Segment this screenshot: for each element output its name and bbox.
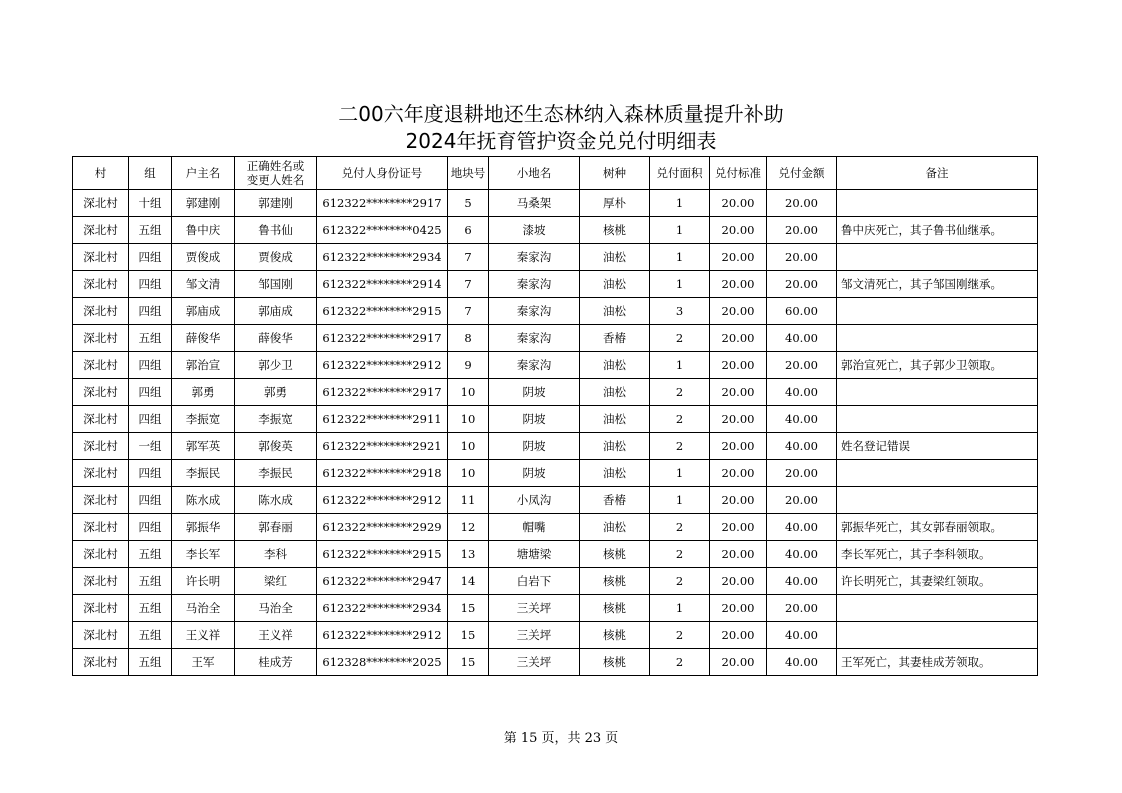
cell-standard: 20.00 — [710, 271, 767, 298]
cell-household-head: 李长军 — [172, 541, 235, 568]
cell-tree-species: 油松 — [580, 460, 650, 487]
cell-household-head: 鲁中庆 — [172, 217, 235, 244]
cell-household-head: 郭庙成 — [172, 298, 235, 325]
cell-tree-species: 油松 — [580, 298, 650, 325]
cell-household-head: 郭治宣 — [172, 352, 235, 379]
cell-id-number: 612322********2929 — [317, 514, 448, 541]
cell-place-name: 马桑架 — [489, 190, 580, 217]
cell-plot-no: 15 — [448, 622, 489, 649]
table-row — [73, 325, 1038, 352]
cell-village: 深北村 — [73, 460, 129, 487]
cell-plot-no: 5 — [448, 190, 489, 217]
cell-area: 2 — [650, 379, 710, 406]
cell-plot-no: 9 — [448, 352, 489, 379]
cell-tree-species: 油松 — [580, 271, 650, 298]
table-row — [73, 379, 1038, 406]
cell-place-name: 秦家沟 — [489, 325, 580, 352]
cell-household-head: 郭建刚 — [172, 190, 235, 217]
cell-amount: 20.00 — [767, 460, 837, 487]
cell-plot-no: 11 — [448, 487, 489, 514]
cell-tree-species: 核桃 — [580, 568, 650, 595]
page-number: 第 15 页，共 23 页 — [503, 731, 619, 746]
cell-group: 四组 — [129, 460, 172, 487]
cell-plot-no: 7 — [448, 298, 489, 325]
cell-area: 1 — [650, 352, 710, 379]
cell-tree-species: 油松 — [580, 352, 650, 379]
page-title-line1: 二00六年度退耕地还生态林纳入森林质量提升补助 — [338, 102, 784, 126]
cell-plot-no: 10 — [448, 433, 489, 460]
cell-area: 2 — [650, 568, 710, 595]
cell-remarks — [837, 379, 1038, 406]
cell-village: 深北村 — [73, 271, 129, 298]
cell-amount: 40.00 — [767, 514, 837, 541]
cell-area: 2 — [650, 649, 710, 676]
cell-household-head: 王义祥 — [172, 622, 235, 649]
table-row — [73, 406, 1038, 433]
cell-remarks: 郭振华死亡，其女郭春丽领取。 — [837, 514, 1038, 541]
cell-standard: 20.00 — [710, 217, 767, 244]
cell-area: 2 — [650, 541, 710, 568]
cell-remarks: 邹文清死亡，其子邹国刚继承。 — [837, 271, 1038, 298]
cell-correct-name: 陈水成 — [235, 487, 317, 514]
header-group: 组 — [129, 157, 172, 190]
cell-area: 2 — [650, 325, 710, 352]
cell-amount: 20.00 — [767, 352, 837, 379]
cell-tree-species: 核桃 — [580, 649, 650, 676]
cell-tree-species: 油松 — [580, 406, 650, 433]
table-row — [73, 622, 1038, 649]
cell-village: 深北村 — [73, 325, 129, 352]
cell-amount: 40.00 — [767, 325, 837, 352]
cell-standard: 20.00 — [710, 541, 767, 568]
cell-amount: 20.00 — [767, 244, 837, 271]
table-row — [73, 298, 1038, 325]
cell-household-head: 马治全 — [172, 595, 235, 622]
cell-plot-no: 10 — [448, 406, 489, 433]
cell-plot-no: 8 — [448, 325, 489, 352]
cell-amount: 20.00 — [767, 595, 837, 622]
cell-correct-name: 郭俊英 — [235, 433, 317, 460]
cell-id-number: 612322********2917 — [317, 325, 448, 352]
header-amount: 兑付金额 — [767, 157, 837, 190]
cell-amount: 20.00 — [767, 217, 837, 244]
cell-plot-no: 14 — [448, 568, 489, 595]
cell-correct-name: 郭庙成 — [235, 298, 317, 325]
cell-plot-no: 13 — [448, 541, 489, 568]
cell-area: 1 — [650, 190, 710, 217]
cell-amount: 40.00 — [767, 649, 837, 676]
cell-group: 四组 — [129, 406, 172, 433]
cell-group: 五组 — [129, 217, 172, 244]
table-row — [73, 217, 1038, 244]
cell-amount: 20.00 — [767, 487, 837, 514]
cell-id-number: 612322********2947 — [317, 568, 448, 595]
cell-tree-species: 油松 — [580, 433, 650, 460]
table-row — [73, 460, 1038, 487]
cell-village: 深北村 — [73, 379, 129, 406]
cell-area: 1 — [650, 595, 710, 622]
cell-standard: 20.00 — [710, 433, 767, 460]
cell-remarks — [837, 406, 1038, 433]
cell-place-name: 阴坡 — [489, 379, 580, 406]
cell-remarks: 李长军死亡，其子李科领取。 — [837, 541, 1038, 568]
cell-plot-no: 10 — [448, 379, 489, 406]
cell-village: 深北村 — [73, 190, 129, 217]
cell-area: 1 — [650, 487, 710, 514]
header-area: 兑付面积 — [650, 157, 710, 190]
cell-area: 1 — [650, 460, 710, 487]
cell-standard: 20.00 — [710, 595, 767, 622]
cell-plot-no: 6 — [448, 217, 489, 244]
cell-tree-species: 厚朴 — [580, 190, 650, 217]
cell-village: 深北村 — [73, 298, 129, 325]
cell-id-number: 612322********2912 — [317, 352, 448, 379]
header-standard: 兑付标准 — [710, 157, 767, 190]
cell-remarks — [837, 460, 1038, 487]
cell-village: 深北村 — [73, 622, 129, 649]
header-place-name: 小地名 — [489, 157, 580, 190]
cell-tree-species: 核桃 — [580, 541, 650, 568]
cell-village: 深北村 — [73, 244, 129, 271]
cell-plot-no: 12 — [448, 514, 489, 541]
cell-group: 五组 — [129, 325, 172, 352]
cell-id-number: 612322********2918 — [317, 460, 448, 487]
header-plot-no: 地块号 — [448, 157, 489, 190]
cell-household-head: 陈水成 — [172, 487, 235, 514]
cell-place-name: 三关坪 — [489, 622, 580, 649]
cell-remarks — [837, 325, 1038, 352]
cell-plot-no: 7 — [448, 244, 489, 271]
cell-place-name: 三关坪 — [489, 595, 580, 622]
cell-id-number: 612322********2912 — [317, 622, 448, 649]
cell-group: 一组 — [129, 433, 172, 460]
cell-standard: 20.00 — [710, 622, 767, 649]
cell-village: 深北村 — [73, 487, 129, 514]
cell-village: 深北村 — [73, 541, 129, 568]
page-title-line2: 2024年抚育管护资金兑兑付明细表 — [405, 129, 717, 153]
cell-place-name: 秦家沟 — [489, 244, 580, 271]
cell-amount: 20.00 — [767, 271, 837, 298]
cell-tree-species: 核桃 — [580, 217, 650, 244]
cell-place-name: 帽嘴 — [489, 514, 580, 541]
cell-standard: 20.00 — [710, 649, 767, 676]
cell-village: 深北村 — [73, 568, 129, 595]
cell-household-head: 薛俊华 — [172, 325, 235, 352]
table-row — [73, 541, 1038, 568]
cell-group: 五组 — [129, 622, 172, 649]
header-remarks: 备注 — [837, 157, 1038, 190]
cell-household-head: 李振民 — [172, 460, 235, 487]
cell-area: 1 — [650, 244, 710, 271]
cell-id-number: 612322********2921 — [317, 433, 448, 460]
header-village: 村 — [73, 157, 129, 190]
header-tree-species: 树种 — [580, 157, 650, 190]
cell-household-head: 邹文清 — [172, 271, 235, 298]
table-row — [73, 244, 1038, 271]
cell-place-name: 秦家沟 — [489, 271, 580, 298]
header-id-number: 兑付人身份证号 — [317, 157, 448, 190]
cell-id-number: 612322********2911 — [317, 406, 448, 433]
cell-amount: 40.00 — [767, 433, 837, 460]
cell-village: 深北村 — [73, 433, 129, 460]
cell-correct-name: 薛俊华 — [235, 325, 317, 352]
cell-amount: 60.00 — [767, 298, 837, 325]
cell-correct-name: 桂成芳 — [235, 649, 317, 676]
cell-id-number: 612322********2934 — [317, 244, 448, 271]
cell-area: 3 — [650, 298, 710, 325]
cell-tree-species: 核桃 — [580, 595, 650, 622]
cell-group: 四组 — [129, 514, 172, 541]
cell-plot-no: 15 — [448, 595, 489, 622]
cell-id-number: 612322********2912 — [317, 487, 448, 514]
cell-id-number: 612322********0425 — [317, 217, 448, 244]
cell-id-number: 612328********2025 — [317, 649, 448, 676]
cell-standard: 20.00 — [710, 298, 767, 325]
cell-amount: 40.00 — [767, 541, 837, 568]
table-row — [73, 487, 1038, 514]
table-row — [73, 352, 1038, 379]
cell-household-head: 王军 — [172, 649, 235, 676]
cell-remarks — [837, 298, 1038, 325]
cell-household-head: 郭勇 — [172, 379, 235, 406]
cell-correct-name: 郭建刚 — [235, 190, 317, 217]
cell-correct-name: 贾俊成 — [235, 244, 317, 271]
table-row — [73, 433, 1038, 460]
header-household-head: 户主名 — [172, 157, 235, 190]
cell-place-name: 三关坪 — [489, 649, 580, 676]
cell-place-name: 小凤沟 — [489, 487, 580, 514]
cell-correct-name: 李科 — [235, 541, 317, 568]
cell-village: 深北村 — [73, 514, 129, 541]
cell-area: 1 — [650, 217, 710, 244]
cell-tree-species: 油松 — [580, 244, 650, 271]
cell-household-head: 郭振华 — [172, 514, 235, 541]
cell-remarks — [837, 487, 1038, 514]
cell-place-name: 阴坡 — [489, 460, 580, 487]
cell-tree-species: 油松 — [580, 379, 650, 406]
cell-correct-name: 李振民 — [235, 460, 317, 487]
cell-place-name: 漆坡 — [489, 217, 580, 244]
cell-tree-species: 香椿 — [580, 325, 650, 352]
cell-remarks: 鲁中庆死亡，其子鲁书仙继承。 — [837, 217, 1038, 244]
cell-remarks — [837, 622, 1038, 649]
cell-tree-species: 核桃 — [580, 622, 650, 649]
cell-standard: 20.00 — [710, 460, 767, 487]
cell-correct-name: 梁红 — [235, 568, 317, 595]
cell-id-number: 612322********2934 — [317, 595, 448, 622]
cell-correct-name: 马治全 — [235, 595, 317, 622]
cell-group: 四组 — [129, 298, 172, 325]
cell-village: 深北村 — [73, 649, 129, 676]
cell-household-head: 李振宽 — [172, 406, 235, 433]
cell-standard: 20.00 — [710, 325, 767, 352]
cell-village: 深北村 — [73, 595, 129, 622]
cell-plot-no: 10 — [448, 460, 489, 487]
cell-standard: 20.00 — [710, 379, 767, 406]
cell-household-head: 许长明 — [172, 568, 235, 595]
cell-place-name: 塘塘梁 — [489, 541, 580, 568]
cell-standard: 20.00 — [710, 190, 767, 217]
cell-village: 深北村 — [73, 217, 129, 244]
cell-area: 2 — [650, 406, 710, 433]
cell-amount: 40.00 — [767, 568, 837, 595]
cell-group: 五组 — [129, 649, 172, 676]
cell-plot-no: 7 — [448, 271, 489, 298]
cell-id-number: 612322********2915 — [317, 298, 448, 325]
cell-id-number: 612322********2915 — [317, 541, 448, 568]
cell-group: 五组 — [129, 595, 172, 622]
cell-group: 四组 — [129, 487, 172, 514]
cell-amount: 20.00 — [767, 190, 837, 217]
table-row — [73, 514, 1038, 541]
cell-standard: 20.00 — [710, 244, 767, 271]
cell-group: 十组 — [129, 190, 172, 217]
cell-correct-name: 王义祥 — [235, 622, 317, 649]
cell-group: 五组 — [129, 541, 172, 568]
cell-remarks: 郭治宣死亡，其子郭少卫领取。 — [837, 352, 1038, 379]
cell-remarks: 王军死亡，其妻桂成芳领取。 — [837, 649, 1038, 676]
cell-area: 2 — [650, 622, 710, 649]
table-row — [73, 649, 1038, 676]
cell-group: 四组 — [129, 379, 172, 406]
cell-household-head: 郭军英 — [172, 433, 235, 460]
cell-standard: 20.00 — [710, 487, 767, 514]
cell-id-number: 612322********2917 — [317, 190, 448, 217]
table-row — [73, 595, 1038, 622]
cell-standard: 20.00 — [710, 568, 767, 595]
payment-table — [72, 156, 1038, 676]
cell-plot-no: 15 — [448, 649, 489, 676]
cell-area: 2 — [650, 433, 710, 460]
cell-group: 四组 — [129, 271, 172, 298]
cell-group: 五组 — [129, 568, 172, 595]
cell-place-name: 白岩下 — [489, 568, 580, 595]
cell-place-name: 秦家沟 — [489, 298, 580, 325]
cell-remarks: 许长明死亡，其妻梁红领取。 — [837, 568, 1038, 595]
cell-remarks — [837, 595, 1038, 622]
table-row — [73, 271, 1038, 298]
header-correct-name: 正确姓名或 变更人姓名 — [235, 157, 317, 190]
cell-group: 四组 — [129, 244, 172, 271]
cell-correct-name: 邹国刚 — [235, 271, 317, 298]
cell-correct-name: 郭勇 — [235, 379, 317, 406]
cell-amount: 40.00 — [767, 379, 837, 406]
cell-place-name: 阴坡 — [489, 433, 580, 460]
cell-correct-name: 郭春丽 — [235, 514, 317, 541]
cell-tree-species: 油松 — [580, 514, 650, 541]
cell-group: 四组 — [129, 352, 172, 379]
cell-tree-species: 香椿 — [580, 487, 650, 514]
cell-place-name: 阴坡 — [489, 406, 580, 433]
cell-village: 深北村 — [73, 352, 129, 379]
cell-amount: 40.00 — [767, 622, 837, 649]
cell-area: 1 — [650, 271, 710, 298]
cell-household-head: 贾俊成 — [172, 244, 235, 271]
cell-correct-name: 郭少卫 — [235, 352, 317, 379]
cell-correct-name: 鲁书仙 — [235, 217, 317, 244]
cell-village: 深北村 — [73, 406, 129, 433]
table-row — [73, 568, 1038, 595]
table-header-row — [73, 157, 1038, 190]
cell-remarks — [837, 244, 1038, 271]
cell-standard: 20.00 — [710, 352, 767, 379]
cell-place-name: 秦家沟 — [489, 352, 580, 379]
cell-id-number: 612322********2914 — [317, 271, 448, 298]
table-row — [73, 190, 1038, 217]
cell-id-number: 612322********2917 — [317, 379, 448, 406]
cell-correct-name: 李振宽 — [235, 406, 317, 433]
cell-standard: 20.00 — [710, 514, 767, 541]
cell-remarks: 姓名登记错误 — [837, 433, 1038, 460]
cell-standard: 20.00 — [710, 406, 767, 433]
cell-area: 2 — [650, 514, 710, 541]
cell-amount: 40.00 — [767, 406, 837, 433]
cell-remarks — [837, 190, 1038, 217]
